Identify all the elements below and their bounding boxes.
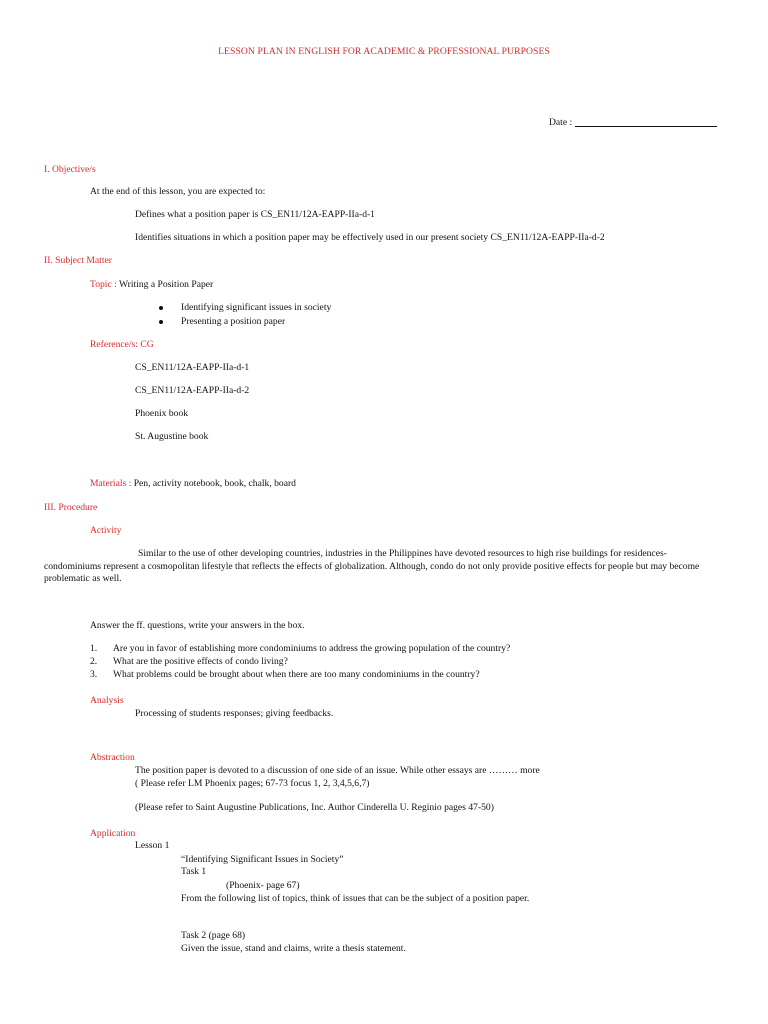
- task-1-label: Task 1: [181, 866, 207, 877]
- bullet-icon: [159, 306, 163, 310]
- date-label: Date :: [549, 117, 573, 128]
- task-2-label: Task 2 (page 68): [181, 930, 246, 941]
- date-blank-line: [575, 116, 717, 127]
- objectives-heading: I. Objective/s: [44, 164, 96, 175]
- question-1-text: Are you in favor of establishing more condominiums to address the growing population of the country?: [113, 643, 511, 654]
- task-1-source: (Phoenix- page 67): [226, 880, 300, 891]
- document-title: LESSON PLAN IN ENGLISH FOR ACADEMIC & PROFESSIONAL PURPOSES: [218, 46, 550, 57]
- analysis-text: Processing of students responses; giving feedbacks.: [135, 708, 334, 719]
- topic-bullet-1: Identifying significant issues in society: [181, 302, 332, 313]
- abstraction-line-1: The position paper is devoted to a discussion of one side of an issue. While other essays are ……… more: [135, 765, 540, 776]
- activity-heading: Activity: [90, 525, 122, 536]
- abstraction-line-2: ( Please refer LM Phoenix pages; 67-73 focus 1, 2, 3,4,5,6,7): [135, 778, 370, 789]
- abstraction-heading: Abstraction: [90, 752, 135, 763]
- reference-item-4: St. Augustine book: [135, 431, 209, 442]
- objective-item-1: Defines what a position paper is CS_EN11/12A-EAPP-IIa-d-1: [135, 209, 375, 220]
- activity-instruction: Answer the ff. questions, write your answers in the box.: [90, 620, 305, 631]
- question-2-number: 2.: [90, 656, 98, 667]
- date-field: [549, 116, 717, 129]
- objective-item-2: Identifies situations in which a position paper may be effectively used in our present society CS_EN11/12A-EAPP-IIa-d-2: [135, 232, 605, 243]
- reference-heading: Reference/s: CG: [90, 339, 154, 350]
- question-2-text: What are the positive effects of condo living?: [113, 656, 288, 667]
- objectives-intro: At the end of this lesson, you are expected to:: [90, 186, 266, 197]
- procedure-heading: III. Procedure: [44, 502, 98, 513]
- topic-value: Writing a Position Paper: [119, 279, 214, 290]
- topic-line: [90, 279, 213, 291]
- application-heading: Application: [90, 828, 136, 839]
- abstraction-line-3: (Please refer to Saint Augustine Publications, Inc. Author Cinderella U. Reginio pages 47-50): [135, 802, 494, 813]
- analysis-heading: Analysis: [90, 695, 124, 706]
- reference-item-1: CS_EN11/12A-EAPP-IIa-d-1: [135, 362, 250, 373]
- task-2-text: Given the issue, stand and claims, write a thesis statement.: [181, 943, 406, 954]
- task-1-text: From the following list of topics, think of issues that can be the subject of a position paper.: [181, 893, 530, 904]
- question-3-text: What problems could be brought about when there are too many condominiums in the country?: [113, 669, 480, 680]
- lesson-title: “Identifying Significant Issues in Society”: [181, 854, 344, 865]
- subject-matter-heading: II. Subject Matter: [44, 255, 112, 266]
- topic-label: Topic :: [90, 279, 117, 290]
- reference-item-3: Phoenix book: [135, 408, 189, 419]
- materials-value: Pen, activity notebook, book, chalk, board: [133, 478, 296, 489]
- activity-paragraph: Similar to the use of other developing countries, industries in the Philippines have devoted resources to high rise buildings for residences-condominiums represent a cosmopolitan lifestyle that reflects the effects of globalization. Although, condo do not only provide positive effects for people but may become problematic as well.: [44, 548, 700, 584]
- question-3-number: 3.: [90, 669, 98, 680]
- bullet-icon: [159, 320, 163, 324]
- materials-label: Materials :: [90, 478, 132, 489]
- reference-item-2: CS_EN11/12A-EAPP-IIa-d-2: [135, 385, 250, 396]
- topic-bullet-2: Presenting a position paper: [181, 316, 286, 327]
- question-1-number: 1.: [90, 643, 98, 654]
- lesson-label: Lesson 1: [135, 840, 170, 851]
- materials-line: [90, 478, 296, 490]
